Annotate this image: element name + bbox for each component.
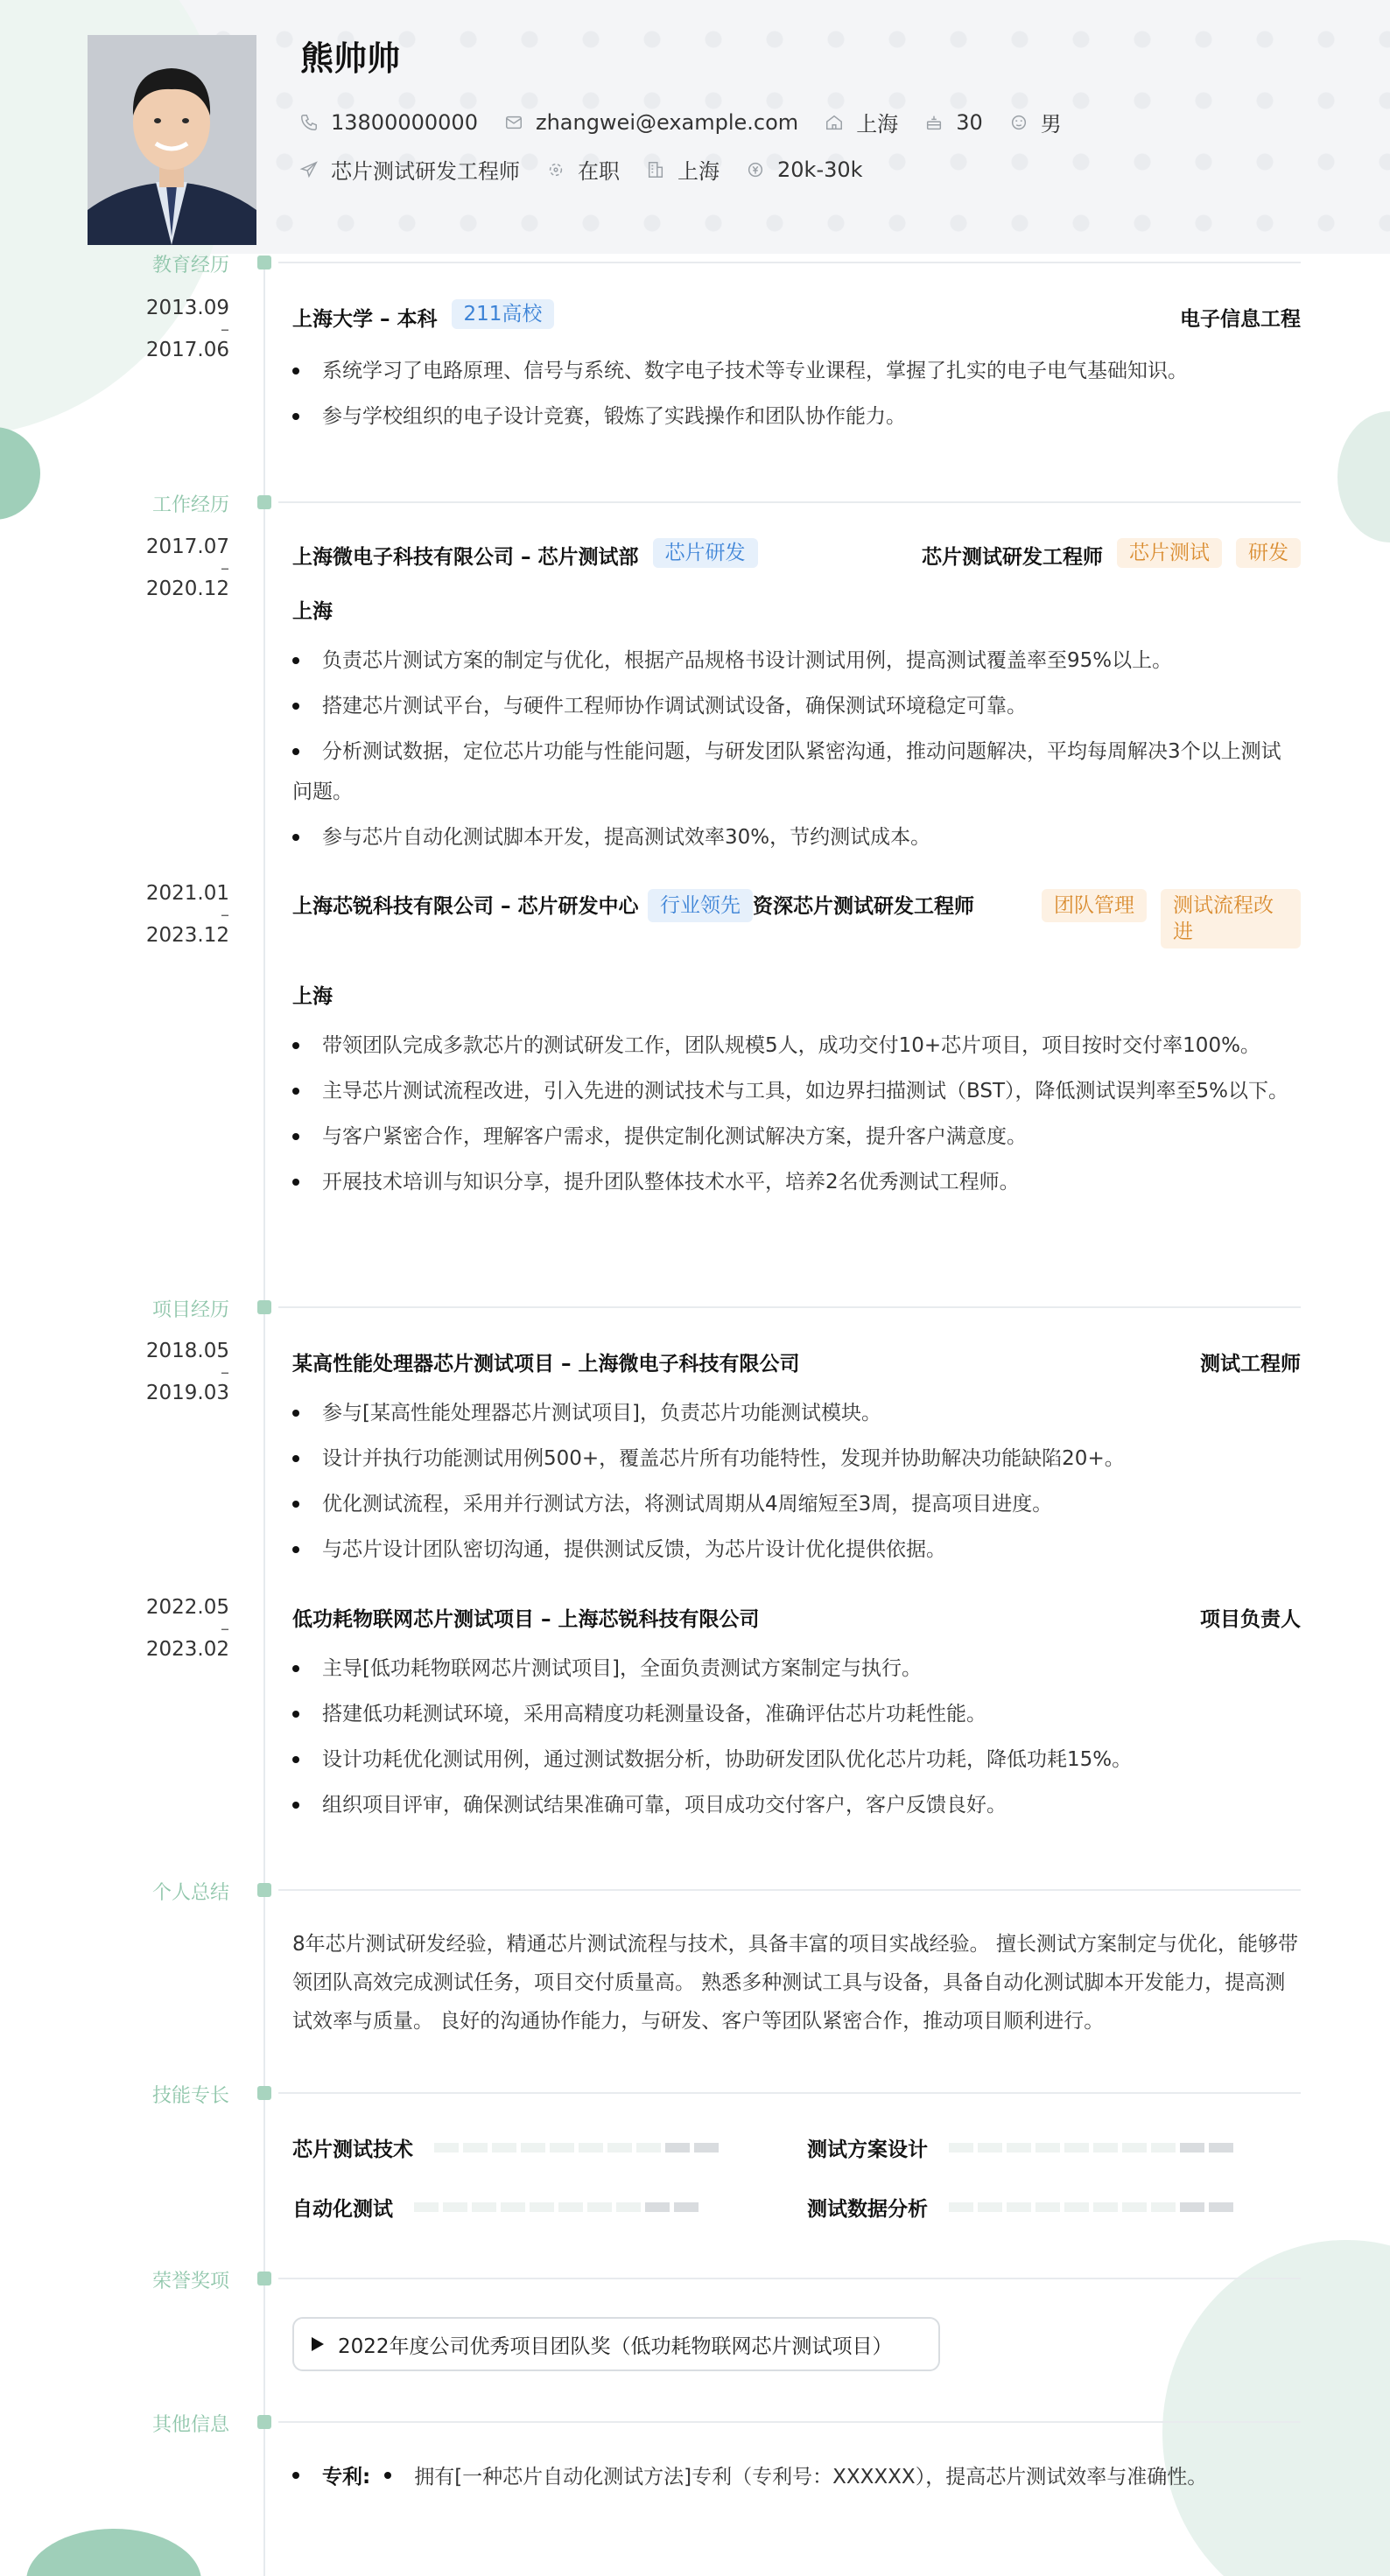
date-start: 2013.09	[145, 297, 229, 319]
work-bullets	[292, 1026, 1301, 1208]
candidate-name: 熊帅帅	[300, 39, 401, 78]
section-title-other: 其他信息	[151, 2414, 229, 2436]
section-marker	[257, 1300, 271, 1314]
list-item: 开展技术培训与知识分享，提升团队整体技术水平，培养2名优秀测试工程师。	[292, 1162, 1301, 1202]
section-title-education: 教育经历	[151, 255, 229, 276]
list-item: 参与[某高性能处理器芯片测试项目]，负责芯片功能测试模块。	[292, 1393, 1301, 1433]
section-title-summary: 个人总结	[151, 1882, 229, 1904]
company-tag: 行业领先	[648, 889, 753, 922]
school-tag: 211高校	[452, 299, 555, 329]
expand-triangle-icon	[312, 2337, 324, 2351]
bullet-dot	[384, 2472, 391, 2479]
target-city-text: 上海	[677, 159, 720, 184]
other-key: 专利:	[322, 2466, 371, 2488]
work-head	[292, 889, 1301, 948]
date-start: 2018.05	[145, 1340, 229, 1362]
summary-text: 8年芯片测试研发经验，精通芯片测试流程与技术，具备丰富的项目实战经验。 擅长测试方案制定与优化，能够带领团队高效完成测试任务，项目交付质量高。 熟悉多种测试工具与设备，具备自动化测试脚本开发能力，提高测试效率与质量。 良好的沟通协作能力，与研发、客户等团队紧密合作，推动项目顺利进行。	[292, 1933, 1298, 2033]
role-tag: 团队管理	[1042, 889, 1147, 922]
project-bullets	[292, 1648, 1301, 1830]
decor-blob	[0, 427, 40, 520]
skill-bar-segment	[1093, 2202, 1118, 2212]
timeline-line	[263, 262, 265, 2576]
skill-bar-segment	[558, 2202, 583, 2212]
job-title-item	[299, 154, 520, 185]
role-tag: 测试流程改进	[1161, 889, 1301, 948]
project-title: 某高性能处理器芯片测试项目 – 上海微电子科技有限公司	[292, 1353, 800, 1376]
skill-bar-segment	[550, 2143, 574, 2152]
date-dash: –	[221, 318, 229, 340]
list-item: 系统学习了电路原理、信号与系统、数字电子技术等专业课程，掌握了扎实的电子电气基础知识。	[292, 351, 1301, 391]
list-item: 与客户紧密合作，理解客户需求，提供定制化测试解决方案，提升客户满意度。	[292, 1116, 1301, 1157]
skill-bar-segment	[414, 2202, 439, 2212]
skill-bar-segment	[1093, 2143, 1118, 2152]
age-icon	[924, 113, 944, 132]
list-item: 分析测试数据，定位芯片功能与性能问题，与研发团队紧密沟通，推动问题解决，平均每周解决3个以上测试问题。	[292, 732, 1301, 812]
phone-item	[299, 110, 478, 135]
list-item: 设计功耗优化测试用例，通过测试数据分析，协助研发团队优化芯片功耗，降低功耗15%。	[292, 1740, 1301, 1780]
skill-bar-segment	[1064, 2202, 1089, 2212]
role-name: 芯片测试研发工程师	[922, 546, 1103, 569]
date-end: 2020.12	[145, 578, 229, 600]
skill-item	[292, 2193, 703, 2222]
date-dash: –	[221, 904, 229, 925]
project-role: 测试工程师	[1200, 1353, 1301, 1376]
skill-bar-segment	[1151, 2202, 1176, 2212]
home-icon	[825, 113, 844, 132]
city-text: 上海	[856, 112, 899, 136]
list-item: 组织项目评审，确保测试结果准确可靠，项目成功交付客户，客户反馈良好。	[292, 1785, 1301, 1825]
status-text: 在职	[578, 159, 620, 184]
skill-bar-segment	[587, 2202, 612, 2212]
section-marker	[257, 1883, 271, 1897]
building-icon	[646, 160, 665, 179]
city-item	[825, 107, 898, 137]
company-tag: 芯片研发	[653, 538, 758, 568]
decor-blob	[26, 2529, 201, 2576]
skill-item	[807, 2133, 1238, 2162]
section-divider	[278, 1889, 1301, 1891]
section-divider	[278, 2092, 1301, 2094]
skill-bar-segment	[1122, 2143, 1147, 2152]
work-head	[292, 541, 1301, 570]
status-item	[546, 154, 620, 185]
skill-bar-segment	[645, 2202, 670, 2212]
section-divider	[278, 501, 1301, 503]
skill-bar-segment	[1209, 2202, 1233, 2212]
other-value: 拥有[一种芯片自动化测试方法]专利（专利号：XXXXXX），提高芯片测试效率与准确性。	[414, 2466, 1208, 2488]
skill-bar-segment	[949, 2143, 973, 2152]
target-city-item	[646, 154, 720, 185]
section-marker	[257, 2415, 271, 2429]
list-item: 搭建芯片测试平台，与硬件工程师协作调试测试设备，确保测试环境稳定可靠。	[292, 686, 1301, 726]
major: 电子信息工程	[1180, 308, 1301, 331]
list-item: 主导[低功耗物联网芯片测试项目]，全面负责测试方案制定与执行。	[292, 1648, 1301, 1689]
gender-text: 男	[1040, 112, 1062, 136]
project-date	[123, 1341, 229, 1403]
list-item: 负责芯片测试方案的制定与优化，根据产品规格书设计测试用例，提高测试覆盖率至95%以上。	[292, 640, 1301, 681]
skill-bar-segment	[1007, 2143, 1031, 2152]
role-tag: 研发	[1236, 538, 1301, 568]
list-item: 带领团队完成多款芯片的测试研发工作，团队规模5人，成功交付10+芯片项目，项目按时交付率100%。	[292, 1026, 1301, 1066]
section-marker	[257, 256, 271, 270]
skill-name: 测试方案设计	[807, 2138, 928, 2161]
age-text: 30	[956, 109, 983, 135]
skill-bar	[414, 2202, 703, 2212]
skill-bar-segment	[501, 2202, 525, 2212]
education-bullets	[292, 351, 1301, 442]
skill-bar-segment	[1064, 2143, 1089, 2152]
status-icon	[546, 160, 565, 179]
list-item: 主导芯片测试流程改进，引入先进的测试技术与工具，如边界扫描测试（BST），降低测试误判率至5%以下。	[292, 1071, 1301, 1111]
work-bullets	[292, 640, 1301, 863]
company-name: 上海微电子科技有限公司 – 芯片测试部	[292, 546, 639, 569]
education-head	[292, 303, 1301, 332]
skill-bar-segment	[674, 2202, 699, 2212]
project-date	[123, 1598, 229, 1659]
list-item: 与芯片设计团队密切沟通，提供测试反馈，为芯片设计优化提供依据。	[292, 1530, 1301, 1570]
date-dash: –	[221, 1362, 229, 1382]
work-city: 上海	[292, 600, 333, 623]
section-divider	[278, 262, 1301, 263]
education-date	[123, 298, 229, 360]
contact-row	[299, 107, 1088, 137]
role-tag: 芯片测试	[1117, 538, 1222, 568]
salary-icon	[746, 160, 765, 179]
project-head	[292, 1348, 1301, 1376]
skill-item	[807, 2193, 1238, 2222]
skill-bar-segment	[978, 2202, 1002, 2212]
skill-bar-segment	[616, 2202, 641, 2212]
skill-bar-segment	[949, 2202, 973, 2212]
salary-item	[746, 158, 863, 182]
school-name: 上海大学 – 本科	[292, 308, 438, 331]
skill-bar-segment	[1180, 2143, 1204, 2152]
skill-bar-segment	[665, 2143, 690, 2152]
skill-bar-segment	[463, 2143, 488, 2152]
section-marker	[257, 2272, 271, 2286]
skill-bar	[434, 2143, 723, 2152]
other-info-item	[292, 2460, 1207, 2489]
phone-text: 13800000000	[331, 109, 478, 135]
section-title-project: 项目经历	[151, 1299, 229, 1321]
skill-name: 芯片测试技术	[292, 2138, 413, 2161]
skill-bar-segment	[521, 2143, 545, 2152]
skill-bar-segment	[434, 2143, 459, 2152]
work-date	[123, 884, 229, 945]
skill-bar-segment	[607, 2143, 632, 2152]
skill-bar-segment	[1209, 2143, 1233, 2152]
decor-blob	[1162, 2240, 1390, 2576]
list-item: 参与芯片自动化测试脚本开发，提高测试效率30%，节约测试成本。	[292, 817, 1301, 858]
skill-item	[292, 2133, 723, 2162]
list-item: 设计并执行功能测试用例500+，覆盖芯片所有功能特性，发现并协助解决功能缺陷20+。	[292, 1438, 1301, 1479]
section-title-work: 工作经历	[151, 494, 229, 516]
skill-bar-segment	[472, 2202, 496, 2212]
work-date	[123, 537, 229, 598]
date-end: 2023.12	[145, 924, 229, 947]
company-name: 上海芯锐科技有限公司 – 芯片研发中心	[292, 895, 639, 918]
skill-bar-segment	[530, 2202, 554, 2212]
list-item: 优化测试流程，采用并行测试方法，将测试周期从4周缩短至3周，提高项目进度。	[292, 1484, 1301, 1524]
work-city: 上海	[292, 985, 333, 1008]
project-title: 低功耗物联网芯片测试项目 – 上海芯锐科技有限公司	[292, 1608, 760, 1631]
date-end: 2017.06	[145, 339, 229, 361]
skill-bar-segment	[1122, 2202, 1147, 2212]
skill-bar-segment	[978, 2143, 1002, 2152]
send-icon	[299, 160, 319, 179]
project-role: 项目负责人	[1200, 1608, 1301, 1631]
gender-item	[1009, 107, 1062, 137]
skill-bar-segment	[1180, 2202, 1204, 2212]
skill-bar-segment	[492, 2143, 516, 2152]
skill-bar-segment	[443, 2202, 467, 2212]
email-text: zhangwei@example.com	[535, 109, 799, 135]
section-title-awards: 荣誉奖项	[151, 2271, 229, 2292]
project-bullets	[292, 1393, 1301, 1575]
skill-name: 测试数据分析	[807, 2198, 928, 2221]
award-item[interactable]	[292, 2317, 940, 2371]
award-text: 2022年度公司优秀项目团队奖（低功耗物联网芯片测试项目）	[338, 2334, 893, 2358]
date-start: 2021.01	[145, 882, 229, 905]
skill-name: 自动化测试	[292, 2198, 393, 2221]
skill-bar-segment	[636, 2143, 661, 2152]
project-head	[292, 1603, 1301, 1632]
section-divider	[278, 2421, 1301, 2423]
skill-bar-segment	[1035, 2143, 1060, 2152]
section-title-skills: 技能专长	[151, 2085, 229, 2107]
date-end: 2023.02	[145, 1638, 229, 1661]
email-item	[504, 110, 798, 135]
date-start: 2022.05	[145, 1596, 229, 1619]
phone-icon	[299, 113, 319, 132]
section-marker	[257, 495, 271, 509]
date-end: 2019.03	[145, 1382, 229, 1404]
decor-blob	[1337, 411, 1390, 542]
list-item: 参与学校组织的电子设计竞赛，锻炼了实践操作和团队协作能力。	[292, 396, 1301, 437]
bullet-dot	[292, 2472, 299, 2479]
job-row	[299, 154, 889, 185]
gender-icon	[1009, 113, 1028, 132]
skill-bar	[949, 2143, 1238, 2152]
profile-photo	[88, 35, 256, 245]
date-start: 2017.07	[145, 536, 229, 558]
salary-text: 20k-30k	[777, 157, 863, 182]
date-dash: –	[221, 557, 229, 578]
skill-bar-segment	[1035, 2202, 1060, 2212]
section-divider	[278, 2278, 1301, 2279]
skill-bar	[949, 2202, 1238, 2212]
role-name: 资深芯片测试研发工程师	[753, 895, 974, 918]
job-title-text: 芯片测试研发工程师	[331, 159, 520, 184]
date-dash: –	[221, 1618, 229, 1639]
skill-bar-segment	[694, 2143, 719, 2152]
skill-bar-segment	[1007, 2202, 1031, 2212]
section-divider	[278, 1306, 1301, 1308]
skill-bar-segment	[579, 2143, 603, 2152]
mail-icon	[504, 113, 523, 132]
skill-bar-segment	[1151, 2143, 1176, 2152]
section-marker	[257, 2086, 271, 2100]
list-item: 搭建低功耗测试环境，采用高精度功耗测量设备，准确评估芯片功耗性能。	[292, 1694, 1301, 1734]
age-item	[924, 110, 983, 135]
